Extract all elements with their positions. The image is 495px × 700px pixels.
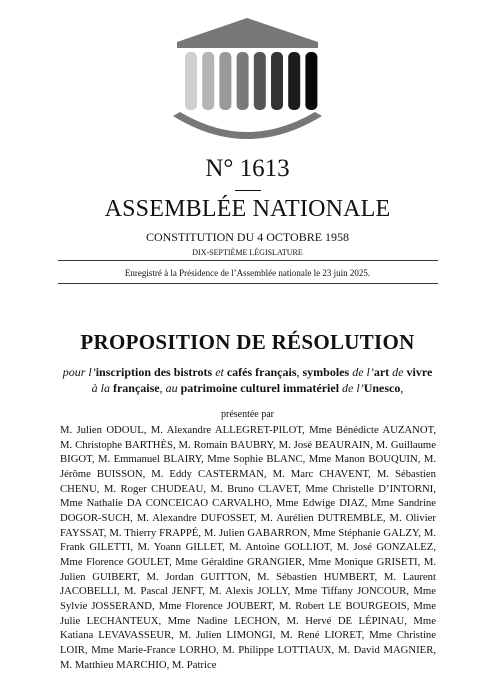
authors-list: M. Julien ODOUL, M. Alexandre ALLEGRET-PILOT, Mme Bénédicte AUZANOT, M. Christophe BARTHÈS, M. Romain BAUBRY, M. José BEAURAIN, M. Guillaume BIGOT, M. Emmanuel BLAIRY, Mme Sophie BLANC, Mme Manon BOUQUIN, M. Jérôme BUISSON, M. Eddy CASTERMAN, M. Marc CHAVENT, M. Sébastien CHENU, M. Roger CHUDEAU, M. Bruno CLAVET, Mme Christelle D’INTORNI, Mme Nathalie DA CONCEICAO CARVALHO, Mme Edwige DIAZ, Mme Sandrine DOGOR-SUCH, M. Alexandre DUFOSSET, M. Aurélien DUTREMBLE, M. Olivier FAYSSAT, M. Thierry FRAPPÉ, M. Julien GABARRON, Mme Stéphanie GALZY, M. Frank GILETTI, M. Yoann GILLET, M. Antoine GOLLIOT, M. José GONZALEZ, Mme Florence GOULET, Mme Géraldine GRANGIER, Mme Monique GRISETI, M. Julien GUIBERT, M. Jordan GUITTON, M. Sébastien HUMBERT, M. Laurent JACOBELLI, M. Pascal JENFT, M. Alexis JOLLY, Mme Tiffany JONCOUR, Mme Sylvie JOSSERAND, Mme Florence JOUBERT, M. Robert LE BOURGEOIS, Mme Julie LECHANTEUX, Mme Nadine LECHON, M. Hervé DE LÉPINAU, Mme Katiana LEVAVASSEUR, M. Julien LIMONGI, M. René LIORET, Mme Christine LOIR, Mme Marie-France LORHO, M. Philippe LOTTIAUX, M. David MAGNIER, M. Matthieu MARCHIO, M. Patrice bbox=[60, 424, 436, 671]
header-divider bbox=[58, 260, 438, 261]
assemblee-nationale-logo-icon bbox=[165, 12, 330, 152]
logo-column bbox=[288, 52, 300, 110]
logo-column bbox=[237, 52, 249, 110]
logo-column bbox=[202, 52, 214, 110]
constitution-date: CONSTITUTION DU 4 OCTOBRE 1958 bbox=[145, 230, 350, 244]
document-number: N° 1613 bbox=[205, 155, 290, 182]
legislature: DIX-SEPTIÈME LÉGISLATURE bbox=[192, 248, 303, 257]
logo-column bbox=[185, 52, 197, 110]
presented-by-label: présentée par bbox=[220, 409, 275, 420]
registration-note: Enregistré à la Présidence de l’Assemblée nationale le 23 juin 2025. bbox=[124, 268, 371, 278]
logo-column bbox=[219, 52, 231, 110]
logo-column bbox=[271, 52, 283, 110]
document-subtitle: pour l’inscription des bistrots et cafés français, symboles de l’art de vivre à la française, au patrimoine culturel immatériel de l’Unesco, bbox=[62, 365, 433, 395]
registration-divider bbox=[58, 283, 438, 284]
logo-column bbox=[254, 52, 266, 110]
short-divider bbox=[235, 190, 261, 191]
assembly-name: ASSEMBLÉE NATIONALE bbox=[104, 196, 391, 222]
logo-column bbox=[305, 52, 317, 110]
document-title: PROPOSITION DE RÉSOLUTION bbox=[80, 330, 415, 354]
